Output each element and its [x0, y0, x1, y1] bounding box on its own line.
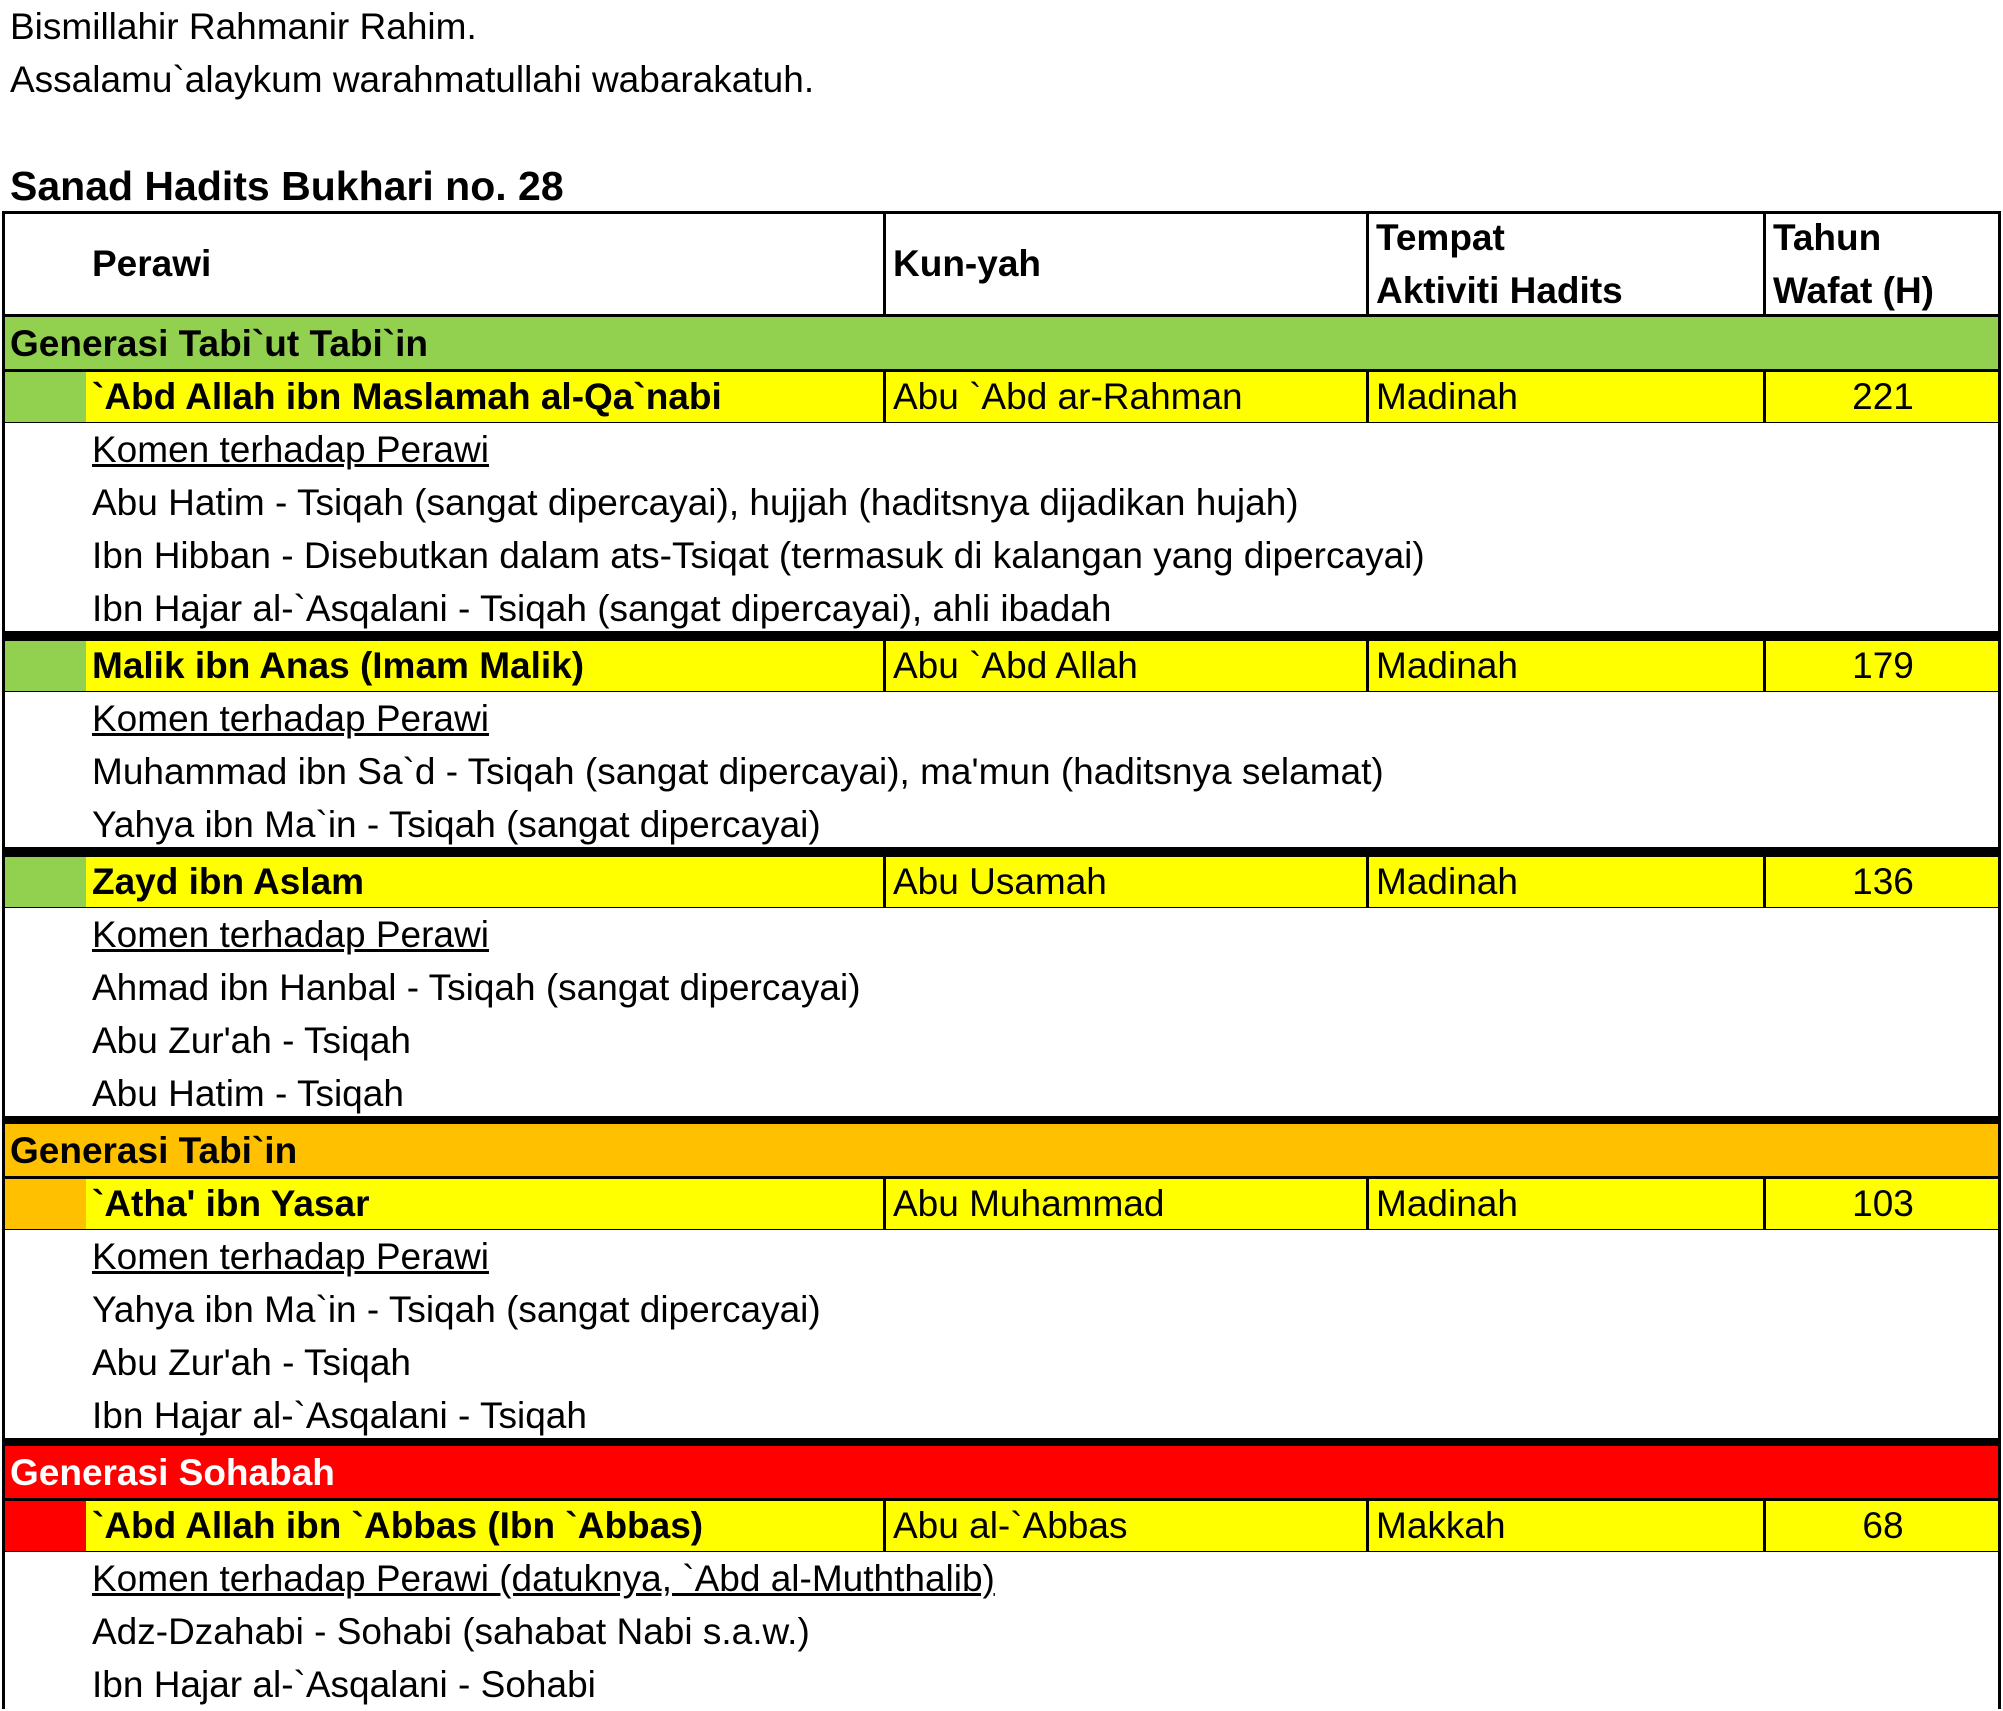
- narrator-kunyah: Abu `Abd ar-Rahman: [893, 376, 1243, 417]
- narrator-place: Madinah: [1376, 645, 1518, 686]
- generation-band: [2, 317, 2001, 370]
- narrator-place: Madinah: [1376, 1183, 1518, 1224]
- comment-block: [2, 423, 2001, 635]
- table-header: [2, 211, 2001, 315]
- comment-line: Yahya ibn Ma`in - Tsiqah (sangat dipercayai): [92, 804, 821, 845]
- comment-heading: Komen terhadap Perawi: [92, 429, 489, 470]
- narrator-name: Malik ibn Anas (Imam Malik): [92, 645, 585, 686]
- narrator-top-border: [2, 1499, 2001, 1501]
- header-tempat-line2: Aktiviti Hadits: [1376, 270, 1623, 311]
- narrator-row: [2, 370, 2001, 423]
- narrator-row: [2, 1499, 2001, 1552]
- comment-heading: Komen terhadap Perawi: [92, 698, 489, 739]
- column-divider: [1366, 1177, 1369, 1230]
- narrator-place: Madinah: [1376, 376, 1518, 417]
- greeting-salam: Assalamu`alaykum warahmatullahi wabarakatuh.: [10, 59, 815, 100]
- comment-block: [2, 692, 2001, 851]
- header-kunyah: Kun-yah: [893, 243, 1041, 284]
- comment-heading: Komen terhadap Perawi (datuknya, `Abd al-Muththalib): [92, 1558, 995, 1599]
- table-top-border: [2, 211, 2001, 214]
- comment-block: [2, 1552, 2001, 1711]
- column-divider: [883, 639, 886, 692]
- comment-line: Ibn Hibban - Disebutkan dalam ats-Tsiqat (termasuk di kalangan yang dipercayai): [92, 535, 1425, 576]
- comment-line: Muhammad ibn Sa`d - Tsiqah (sangat dipercayai), ma'mun (haditsnya selamat): [92, 751, 1384, 792]
- comment-block: [2, 1230, 2001, 1442]
- column-divider: [1763, 1177, 1766, 1230]
- table-left-border: [2, 211, 5, 1709]
- narrator-death-year: 179: [1852, 645, 1914, 686]
- narrator-top-border: [2, 370, 2001, 372]
- narrator-name: Zayd ibn Aslam: [92, 861, 365, 902]
- narrator-place: Makkah: [1376, 1505, 1506, 1546]
- column-divider: [1763, 855, 1766, 908]
- greeting-basmalah: Bismillahir Rahmanir Rahim.: [10, 6, 477, 47]
- narrator-name: `Abd Allah ibn `Abbas (Ibn `Abbas): [92, 1505, 704, 1546]
- generation-label: Generasi Tabi`ut Tabi`in: [10, 323, 429, 364]
- narrator-name: `Abd Allah ibn Maslamah al-Qa`nabi: [92, 376, 722, 417]
- column-divider: [1763, 1499, 1766, 1552]
- column-divider: [883, 1177, 886, 1230]
- comment-heading: Komen terhadap Perawi: [92, 1236, 489, 1277]
- comment-heading: Komen terhadap Perawi: [92, 914, 489, 955]
- header-tahun: Tahun: [1773, 217, 1882, 258]
- comment-line: Ibn Hajar al-`Asqalani - Tsiqah (sangat dipercayai), ahli ibadah: [92, 588, 1112, 629]
- header-tempat: Tempat: [1376, 217, 1505, 258]
- generation-accent: [2, 1177, 86, 1230]
- comment-line: Abu Hatim - Tsiqah (sangat dipercayai), hujjah (haditsnya dijadikan hujah): [92, 482, 1299, 523]
- narrator-top-border: [2, 855, 2001, 857]
- comment-line: Yahya ibn Ma`in - Tsiqah (sangat dipercayai): [92, 1289, 821, 1330]
- narrator-death-year: 136: [1852, 861, 1914, 902]
- comment-line: Ibn Hajar al-`Asqalani - Sohabi: [92, 1664, 596, 1705]
- column-divider: [883, 1499, 886, 1552]
- generation-accent: [2, 639, 86, 692]
- column-divider: [883, 211, 886, 315]
- generation-accent: [2, 370, 86, 423]
- generation-label: Generasi Sohabah: [10, 1452, 335, 1493]
- comment-line: Ibn Hajar al-`Asqalani - Tsiqah: [92, 1395, 587, 1436]
- comment-line: Ahmad ibn Hanbal - Tsiqah (sangat dipercayai): [92, 967, 861, 1008]
- column-divider: [1366, 855, 1369, 908]
- narrator-name: `Atha' ibn Yasar: [92, 1183, 370, 1224]
- comment-line: Abu Zur'ah - Tsiqah: [92, 1342, 411, 1383]
- narrator-kunyah: Abu Muhammad: [893, 1183, 1165, 1224]
- narrator-kunyah: Abu `Abd Allah: [893, 645, 1138, 686]
- table-right-border: [1998, 211, 2001, 1709]
- narrator-kunyah: Abu Usamah: [893, 861, 1107, 902]
- narrator-death-year: 103: [1852, 1183, 1914, 1224]
- narrator-top-border: [2, 1177, 2001, 1179]
- narrator-row: [2, 855, 2001, 908]
- narrator-place: Madinah: [1376, 861, 1518, 902]
- generation-label: Generasi Tabi`in: [10, 1130, 298, 1171]
- column-divider: [883, 855, 886, 908]
- column-divider: [1366, 211, 1369, 315]
- column-divider: [1763, 211, 1766, 315]
- page-title: Sanad Hadits Bukhari no. 28: [10, 163, 564, 209]
- column-divider: [1366, 370, 1369, 423]
- generation-accent: [2, 1499, 86, 1552]
- narrator-kunyah: Abu al-`Abbas: [893, 1505, 1128, 1546]
- comment-block: [2, 908, 2001, 1120]
- narrator-death-year: 221: [1852, 376, 1914, 417]
- generation-accent: [2, 855, 86, 908]
- comment-line: Abu Hatim - Tsiqah: [92, 1073, 404, 1114]
- sanad-table: [2, 211, 2001, 1709]
- generation-band: [2, 1446, 2001, 1499]
- generation-band: [2, 1124, 2001, 1177]
- narrator-top-border: [2, 639, 2001, 641]
- column-divider: [1763, 370, 1766, 423]
- header-perawi: Perawi: [92, 243, 212, 284]
- narrator-death-year: 68: [1862, 1505, 1904, 1546]
- narrator-row: [2, 1177, 2001, 1230]
- narrator-row: [2, 639, 2001, 692]
- comment-line: Abu Zur'ah - Tsiqah: [92, 1020, 411, 1061]
- column-divider: [883, 370, 886, 423]
- column-divider: [1763, 639, 1766, 692]
- column-divider: [1366, 639, 1369, 692]
- column-divider: [1366, 1499, 1369, 1552]
- header-tahun-line2: Wafat (H): [1773, 270, 1934, 311]
- comment-line: Adz-Dzahabi - Sohabi (sahabat Nabi s.a.w.): [92, 1611, 810, 1652]
